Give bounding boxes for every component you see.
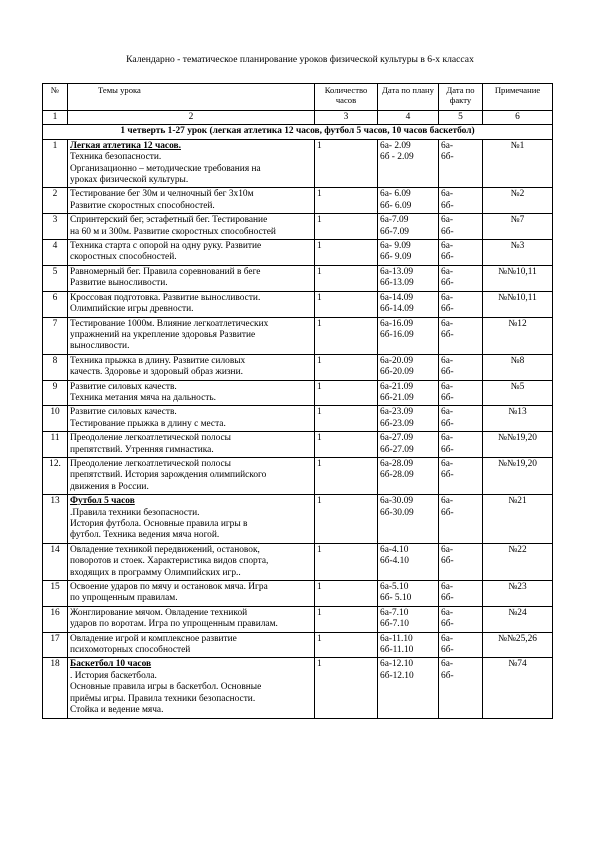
row-plan-date — [378, 380, 439, 406]
section-heading: Футбол 5 часов — [70, 496, 135, 507]
row-plan-date — [378, 495, 439, 544]
row-topic — [68, 317, 315, 354]
table-row — [43, 457, 553, 494]
col-index-5: 5 — [439, 111, 483, 125]
topic-line: движения в России. — [70, 481, 149, 492]
table-row — [43, 291, 553, 317]
fact-date-line: 6а- — [441, 458, 453, 469]
plan-date-line: 6а-30.09 — [380, 496, 414, 507]
plan-date-line: 6а-28.09 — [380, 458, 414, 469]
row-topic — [68, 214, 315, 240]
row-note: №12 — [483, 317, 553, 354]
plan-date-line: 6б-28.09 — [380, 470, 414, 481]
row-fact-date — [439, 432, 483, 458]
table-row — [43, 317, 553, 354]
topic-line: входящих в программу Олимпийских игр.. — [70, 567, 241, 578]
row-fact-date — [439, 354, 483, 380]
row-note: №5 — [483, 380, 553, 406]
topic-line: Жонглирование мячом. Овладение техникой — [70, 607, 248, 618]
fact-date-line: 6а- — [441, 266, 453, 277]
topic-line: Техника старта с опорой на одну руку. Развитие — [70, 241, 262, 252]
topic-line: Техника прыжка в длину. Развитие силовых — [70, 355, 246, 366]
row-fact-date — [439, 265, 483, 291]
table-row — [43, 265, 553, 291]
col-index-6: 6 — [483, 111, 553, 125]
topic-line: Преодоление легкоатлетической полосы — [70, 458, 231, 469]
topic-line: Организационно – методические требования на — [70, 163, 261, 174]
row-fact-date — [439, 658, 483, 718]
table-row — [43, 240, 553, 266]
row-note: №№25,26 — [483, 632, 553, 658]
row-note: №№10,11 — [483, 265, 553, 291]
topic-line: Техника метания мяча на дальность. — [70, 392, 216, 403]
row-hours: 1 — [315, 240, 378, 266]
row-fact-date — [439, 632, 483, 658]
header-hours: Количество часов — [315, 84, 378, 111]
row-hours: 1 — [315, 457, 378, 494]
row-number: 11 — [43, 432, 68, 458]
row-note: №13 — [483, 406, 553, 432]
row-topic — [68, 265, 315, 291]
plan-date-line: 6а- 6.09 — [380, 189, 411, 200]
row-hours: 1 — [315, 495, 378, 544]
plan-date-line: 6а-20.09 — [380, 355, 414, 366]
row-fact-date — [439, 406, 483, 432]
table-row — [43, 354, 553, 380]
row-fact-date — [439, 495, 483, 544]
row-fact-date — [439, 214, 483, 240]
row-note: №7 — [483, 214, 553, 240]
topic-line: выносливости. — [70, 341, 130, 352]
row-topic — [68, 581, 315, 607]
row-plan-date — [378, 406, 439, 432]
plan-date-line: 6б- 6.09 — [380, 200, 412, 211]
plan-date-line: 6а-11.10 — [380, 633, 413, 644]
row-fact-date — [439, 240, 483, 266]
row-number: 2 — [43, 188, 68, 214]
row-number: 9 — [43, 380, 68, 406]
plan-date-line: 6б-7.10 — [380, 619, 409, 630]
row-plan-date — [378, 606, 439, 632]
topic-line: Развитие силовых качеств. — [70, 381, 177, 392]
row-hours: 1 — [315, 581, 378, 607]
row-plan-date — [378, 543, 439, 580]
row-topic — [68, 291, 315, 317]
row-number: 17 — [43, 632, 68, 658]
row-number: 12. — [43, 457, 68, 494]
table-row — [43, 606, 553, 632]
fact-date-line: 6а- — [441, 292, 453, 303]
fact-date-line: 6а- — [441, 241, 453, 252]
table-row — [43, 658, 553, 718]
row-hours: 1 — [315, 139, 378, 188]
fact-date-line: 6б- — [441, 252, 454, 263]
plan-date-line: 6б - 2.09 — [380, 152, 414, 163]
fact-date-line: 6б- — [441, 556, 454, 567]
plan-date-line: 6а-7.10 — [380, 607, 409, 618]
row-plan-date — [378, 291, 439, 317]
plan-date-line: 6б-12.10 — [380, 670, 414, 681]
topic-line: Олимпийские игры древности. — [70, 304, 194, 315]
plan-date-line: 6а-23.09 — [380, 407, 414, 418]
row-topic — [68, 632, 315, 658]
topic-line: поворотов и стоек. Характеристика видов спорта, — [70, 556, 269, 567]
row-note: №№19,20 — [483, 432, 553, 458]
fact-date-line: 6а- — [441, 544, 453, 555]
row-hours: 1 — [315, 214, 378, 240]
topic-line: уроках физической культуры. — [70, 175, 189, 186]
topic-line: Развитие выносливости. — [70, 278, 168, 289]
row-hours: 1 — [315, 543, 378, 580]
row-fact-date — [439, 380, 483, 406]
plan-date-line: 6а-16.09 — [380, 318, 414, 329]
plan-date-line: 6б-4.10 — [380, 556, 409, 567]
lesson-plan-table — [42, 83, 553, 719]
fact-date-line: 6а- — [441, 140, 453, 151]
row-hours: 1 — [315, 432, 378, 458]
row-hours: 1 — [315, 632, 378, 658]
topic-first-line — [70, 141, 312, 164]
row-hours: 1 — [315, 188, 378, 214]
row-topic — [68, 457, 315, 494]
topic-line: Развитие силовых качеств. — [70, 407, 177, 418]
fact-date-line: 6б- — [441, 670, 454, 681]
plan-date-line: 6а-7.09 — [380, 215, 409, 226]
fact-date-line: 6а- — [441, 496, 453, 507]
col-index-1: 1 — [43, 111, 68, 125]
row-number: 10 — [43, 406, 68, 432]
row-number: 14 — [43, 543, 68, 580]
row-number: 7 — [43, 317, 68, 354]
topic-line: . История баскетбола. — [70, 670, 157, 681]
fact-date-line: 6а- — [441, 433, 453, 444]
table-row — [43, 495, 553, 544]
row-topic — [68, 495, 315, 544]
fact-date-line: 6б- — [441, 507, 454, 518]
row-note: №23 — [483, 581, 553, 607]
row-hours: 1 — [315, 265, 378, 291]
table-row — [43, 543, 553, 580]
row-topic — [68, 354, 315, 380]
plan-date-line: 6а-5.10 — [380, 582, 409, 593]
plan-date-line: 6б-23.09 — [380, 418, 414, 429]
col-index-3: 3 — [315, 111, 378, 125]
topic-line: .Правила техники безопасности. — [70, 507, 200, 518]
row-topic — [68, 432, 315, 458]
topic-line: качеств. Здоровье и здоровый образ жизни. — [70, 367, 243, 378]
plan-date-line: 6а- 2.09 — [380, 140, 411, 151]
col-index-2: 2 — [68, 111, 315, 125]
row-note: №2 — [483, 188, 553, 214]
topic-line: Основные правила игры в баскетбол. Основные — [70, 682, 262, 693]
plan-date-line: 6б- 5.10 — [380, 593, 412, 604]
plan-date-line: 6б-27.09 — [380, 444, 414, 455]
topic-line: футбол. Техника ведения мяча ногой. — [70, 530, 220, 541]
topic-line: упражнений на укрепление здоровья Развитие — [70, 329, 256, 340]
plan-date-line: 6б-30.09 — [380, 507, 414, 518]
header-row — [43, 84, 553, 111]
table-row — [43, 406, 553, 432]
fact-date-line: 6а- — [441, 607, 453, 618]
fact-date-line: 6б- — [441, 367, 454, 378]
row-plan-date — [378, 240, 439, 266]
fact-date-line: 6б- — [441, 619, 454, 630]
row-topic — [68, 406, 315, 432]
row-plan-date — [378, 214, 439, 240]
row-plan-date — [378, 354, 439, 380]
topic-first-line — [70, 496, 312, 519]
topic-line: приёмы игры. Правила техники безопасности. — [70, 693, 256, 704]
section-heading: Легкая атлетика 12 часов. — [70, 140, 181, 151]
table-row — [43, 432, 553, 458]
topic-line: Кроссовая подготовка. Развитие выносливости. — [70, 292, 261, 303]
row-fact-date — [439, 188, 483, 214]
topic-line: История футбола. Основные правила игры в — [70, 519, 248, 529]
row-number: 16 — [43, 606, 68, 632]
plan-date-line: 6а-21.09 — [380, 381, 414, 392]
header-topic: Темы урока — [68, 84, 315, 111]
topic-first-line — [70, 659, 312, 682]
fact-date-line: 6а- — [441, 659, 453, 670]
row-number: 6 — [43, 291, 68, 317]
plan-date-line: 6а-12.10 — [380, 659, 414, 670]
topic-line: Тестирование 1000м. Влияние легкоатлетических — [70, 318, 269, 329]
plan-date-line: 6б-21.09 — [380, 392, 414, 403]
row-number: 3 — [43, 214, 68, 240]
fact-date-line: 6а- — [441, 215, 453, 226]
fact-date-line: 6б- — [441, 645, 454, 656]
topic-line: на 60 м и 300м. Развитие скоростных способностей — [70, 226, 276, 237]
fact-date-line: 6б- — [441, 304, 454, 315]
table-row — [43, 380, 553, 406]
row-number: 18 — [43, 658, 68, 718]
page-title: Календарно - тематическое планирование уроков физической культуры в 6-х классах — [126, 54, 474, 65]
topic-line: Стойка и ведение мяча. — [70, 705, 164, 716]
topic-line: ударов по воротам. Игра по упрощенным правилам. — [70, 619, 278, 630]
table-row — [43, 581, 553, 607]
fact-date-line: 6б- — [441, 593, 454, 604]
table-body — [43, 84, 553, 719]
row-topic — [68, 606, 315, 632]
topic-line: препятствий. История зарождения олимпийского — [70, 470, 267, 481]
table-row — [43, 214, 553, 240]
fact-date-line: 6б- — [441, 444, 454, 455]
plan-date-line: 6а-4.10 — [380, 544, 409, 555]
plan-date-line: 6б-13.09 — [380, 278, 414, 289]
header-notes: Примечание — [483, 84, 553, 111]
topic-line: психомоторных способностей — [70, 645, 191, 656]
row-number: 15 — [43, 581, 68, 607]
row-fact-date — [439, 317, 483, 354]
topic-line: Освоение ударов по мячу и остановок мяча. Игра — [70, 582, 268, 593]
plan-date-line: 6б-11.10 — [380, 645, 414, 656]
row-note: №№19,20 — [483, 457, 553, 494]
row-note: №8 — [483, 354, 553, 380]
topic-line: Преодоление легкоатлетической полосы — [70, 433, 231, 444]
table-row — [43, 188, 553, 214]
row-topic — [68, 658, 315, 718]
plan-date-line: 6б-20.09 — [380, 367, 414, 378]
row-note: №3 — [483, 240, 553, 266]
column-index-row — [43, 111, 553, 125]
row-note: №74 — [483, 658, 553, 718]
row-number: 8 — [43, 354, 68, 380]
row-topic — [68, 380, 315, 406]
topic-line: скоростных способностей. — [70, 252, 177, 263]
row-plan-date — [378, 188, 439, 214]
row-fact-date — [439, 606, 483, 632]
row-number: 4 — [43, 240, 68, 266]
plan-date-line: 6а- 9.09 — [380, 241, 411, 252]
row-note: №1 — [483, 139, 553, 188]
row-topic — [68, 240, 315, 266]
fact-date-line: 6а- — [441, 407, 453, 418]
quarter-row — [43, 125, 553, 139]
row-plan-date — [378, 432, 439, 458]
row-fact-date — [439, 291, 483, 317]
plan-date-line: 6а-27.09 — [380, 433, 414, 444]
topic-line: Тестирование бег 30м и челночный бег 3х10м — [70, 189, 254, 200]
row-plan-date — [378, 632, 439, 658]
topic-line: Равномерный бег. Правила соревнований в беге — [70, 266, 261, 277]
plan-date-line: 6а-14.09 — [380, 292, 414, 303]
header-num: № — [43, 84, 68, 111]
col-index-4: 4 — [378, 111, 439, 125]
row-hours: 1 — [315, 406, 378, 432]
plan-date-line: 6б-14.09 — [380, 304, 414, 315]
fact-date-line: 6б- — [441, 329, 454, 340]
header-plan-date: Дата по плану — [378, 84, 439, 111]
row-number: 5 — [43, 265, 68, 291]
row-hours: 1 — [315, 380, 378, 406]
topic-line: Овладение игрой и комплексное развитие — [70, 633, 237, 644]
row-hours: 1 — [315, 354, 378, 380]
fact-date-line: 6а- — [441, 582, 453, 593]
table-row — [43, 139, 553, 188]
row-plan-date — [378, 317, 439, 354]
row-hours: 1 — [315, 291, 378, 317]
fact-date-line: 6б- — [441, 392, 454, 403]
table-row — [43, 632, 553, 658]
topic-line: Спринтерский бег, эстафетный бег. Тестирование — [70, 215, 268, 226]
plan-date-line: 6б-7.09 — [380, 226, 409, 237]
row-plan-date — [378, 139, 439, 188]
fact-date-line: 6б- — [441, 418, 454, 429]
row-fact-date — [439, 581, 483, 607]
fact-date-line: 6б- — [441, 470, 454, 481]
row-number: 13 — [43, 495, 68, 544]
fact-date-line: 6б- — [441, 152, 454, 163]
topic-line: препятствий. Утренняя гимнастика. — [70, 444, 214, 455]
topic-line: Развитие скоростных способностей. — [70, 200, 215, 211]
topic-line: Техника безопасности. — [70, 152, 162, 163]
fact-date-line: 6б- — [441, 226, 454, 237]
fact-date-line: 6а- — [441, 318, 453, 329]
row-plan-date — [378, 265, 439, 291]
fact-date-line: 6а- — [441, 381, 453, 392]
plan-date-line: 6б-16.09 — [380, 329, 414, 340]
row-note: №№10,11 — [483, 291, 553, 317]
fact-date-line: 6б- — [441, 200, 454, 211]
fact-date-line: 6а- — [441, 189, 453, 200]
topic-line: Овладение техникой передвижений, остановок, — [70, 544, 260, 555]
fact-date-line: 6а- — [441, 355, 453, 366]
row-topic — [68, 139, 315, 188]
row-fact-date — [439, 543, 483, 580]
row-plan-date — [378, 457, 439, 494]
row-plan-date — [378, 658, 439, 718]
row-fact-date — [439, 457, 483, 494]
row-number: 1 — [43, 139, 68, 188]
row-note: №22 — [483, 543, 553, 580]
header-fact-date: Дата по факту — [439, 84, 483, 111]
fact-date-line: 6б- — [441, 278, 454, 289]
plan-date-line: 6а-13.09 — [380, 266, 414, 277]
row-note: №24 — [483, 606, 553, 632]
row-fact-date — [439, 139, 483, 188]
row-note: №21 — [483, 495, 553, 544]
topic-line: по упрощенным правилам. — [70, 593, 178, 604]
plan-date-line: 6б- 9.09 — [380, 252, 412, 263]
row-plan-date — [378, 581, 439, 607]
row-hours: 1 — [315, 606, 378, 632]
row-hours: 1 — [315, 658, 378, 718]
row-hours: 1 — [315, 317, 378, 354]
section-heading: Баскетбол 10 часов — [70, 659, 152, 670]
topic-line: Тестирование прыжка в длину с места. — [70, 418, 226, 429]
fact-date-line: 6а- — [441, 633, 453, 644]
quarter-heading: 1 четверть 1-27 урок (легкая атлетика 12 часов, футбол 5 часов, 10 часов баскетбол) — [43, 125, 553, 139]
row-topic — [68, 543, 315, 580]
row-topic — [68, 188, 315, 214]
